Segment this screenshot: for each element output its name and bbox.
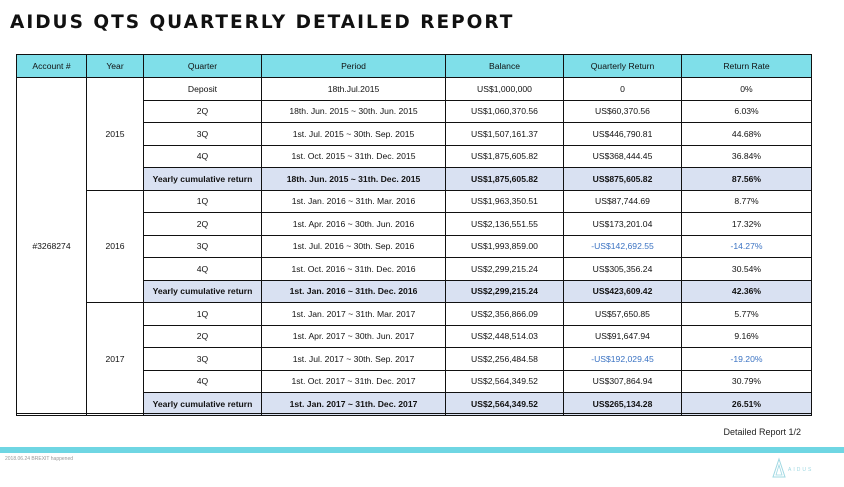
quarterly-return-cell: US$423,609.42 [564, 280, 682, 303]
period-cell: 1st. Jul. 2015 ~ 30th. Sep. 2015 [262, 123, 446, 146]
return-rate-cell: 30.79% [682, 370, 812, 393]
quarterly-return-cell: US$875,605.82 [564, 168, 682, 191]
return-rate-cell: 0% [682, 78, 812, 101]
balance-cell: US$2,564,349.52 [446, 370, 564, 393]
balance-cell: US$1,875,605.82 [446, 145, 564, 168]
period-cell: 1st. Jan. 2016 ~ 31th. Mar. 2016 [262, 190, 446, 213]
return-rate-cell: 87.56% [682, 168, 812, 191]
column-header: Return Rate [682, 55, 812, 78]
period-cell: 1st. Oct. 2017 ~ 31th. Dec. 2017 [262, 370, 446, 393]
account-number-cell: #3268274 [17, 78, 87, 416]
table-header-row [17, 55, 812, 78]
quarter-cell: Yearly cumulative return [144, 393, 262, 416]
year-cell: 2017 [87, 303, 144, 416]
column-header: Quarterly Return [564, 55, 682, 78]
quarter-cell: 4Q [144, 258, 262, 281]
logo-triangle-icon [772, 457, 786, 479]
quarter-cell: Yearly cumulative return [144, 168, 262, 191]
quarterly-return-cell: 0 [564, 78, 682, 101]
balance-cell: US$2,564,349.52 [446, 393, 564, 416]
balance-cell: US$2,356,866.09 [446, 303, 564, 326]
quarter-cell: 2Q [144, 100, 262, 123]
return-rate-cell: 26.51% [682, 393, 812, 416]
quarter-cell: Deposit [144, 78, 262, 101]
balance-cell: US$1,963,350.51 [446, 190, 564, 213]
balance-cell: US$2,448,514.03 [446, 325, 564, 348]
year-cell: 2016 [87, 190, 144, 303]
return-rate-cell: 44.68% [682, 123, 812, 146]
period-cell: 18th. Jun. 2015 ~ 30th. Jun. 2015 [262, 100, 446, 123]
return-rate-cell: 8.77% [682, 190, 812, 213]
balance-cell: US$1,000,000 [446, 78, 564, 101]
quarterly-return-cell: US$87,744.69 [564, 190, 682, 213]
balance-cell: US$1,060,370.56 [446, 100, 564, 123]
quarterly-return-cell: US$265,134.28 [564, 393, 682, 416]
return-rate-cell: 30.54% [682, 258, 812, 281]
period-cell: 1st. Jul. 2016 ~ 30th. Sep. 2016 [262, 235, 446, 258]
table-row [17, 190, 812, 213]
quarterly-return-cell: US$307,864.94 [564, 370, 682, 393]
period-cell: 1st. Jul. 2017 ~ 30th. Sep. 2017 [262, 348, 446, 371]
return-rate-cell: -14.27% [682, 235, 812, 258]
quarter-cell: 3Q [144, 235, 262, 258]
period-cell: 1st. Jan. 2016 ~ 31th. Dec. 2016 [262, 280, 446, 303]
page-indicator: Detailed Report 1/2 [723, 427, 801, 437]
return-rate-cell: 36.84% [682, 145, 812, 168]
period-cell: 18th. Jun. 2015 ~ 31th. Dec. 2015 [262, 168, 446, 191]
period-cell: 1st. Jan. 2017 ~ 31th. Dec. 2017 [262, 393, 446, 416]
return-rate-cell: 5.77% [682, 303, 812, 326]
column-header: Year [87, 55, 144, 78]
table-body [17, 78, 812, 416]
aidus-logo [772, 457, 832, 481]
column-header: Balance [446, 55, 564, 78]
quarterly-return-cell: US$446,790.81 [564, 123, 682, 146]
quarter-cell: 4Q [144, 370, 262, 393]
footer-note: 2018.06.24 BREXIT happened [5, 456, 74, 462]
quarterly-report-table [16, 54, 812, 416]
balance-cell: US$1,875,605.82 [446, 168, 564, 191]
quarter-cell: 2Q [144, 325, 262, 348]
period-cell: 1st. Jan. 2017 ~ 31th. Mar. 2017 [262, 303, 446, 326]
return-rate-cell: 42.36% [682, 280, 812, 303]
balance-cell: US$2,299,215.24 [446, 280, 564, 303]
quarterly-return-cell: US$57,650.85 [564, 303, 682, 326]
year-cell: 2015 [87, 78, 144, 191]
quarterly-return-cell: US$60,370.56 [564, 100, 682, 123]
balance-cell: US$2,299,215.24 [446, 258, 564, 281]
quarter-cell: 3Q [144, 348, 262, 371]
quarter-cell: 4Q [144, 145, 262, 168]
period-cell: 1st. Oct. 2015 ~ 31th. Dec. 2015 [262, 145, 446, 168]
logo-text: AIDUS [788, 467, 814, 473]
period-cell: 18th.Jul.2015 [262, 78, 446, 101]
quarter-cell: 1Q [144, 190, 262, 213]
period-cell: 1st. Apr. 2016 ~ 30th. Jun. 2016 [262, 213, 446, 236]
quarter-cell: Yearly cumulative return [144, 280, 262, 303]
period-cell: 1st. Oct. 2016 ~ 31th. Dec. 2016 [262, 258, 446, 281]
report-title: AIDUS QTS QUARTERLY DETAILED REPORT [10, 12, 515, 33]
return-rate-cell: -19.20% [682, 348, 812, 371]
table-row [17, 78, 812, 101]
quarterly-return-cell: -US$192,029.45 [564, 348, 682, 371]
return-rate-cell: 17.32% [682, 213, 812, 236]
quarter-cell: 2Q [144, 213, 262, 236]
quarterly-return-cell: US$368,444.45 [564, 145, 682, 168]
column-header: Quarter [144, 55, 262, 78]
quarterly-return-cell: US$173,201.04 [564, 213, 682, 236]
quarter-cell: 3Q [144, 123, 262, 146]
quarterly-return-cell: US$305,356.24 [564, 258, 682, 281]
footer-band [0, 447, 844, 453]
balance-cell: US$2,256,484.58 [446, 348, 564, 371]
column-header: Account # [17, 55, 87, 78]
quarter-cell: 1Q [144, 303, 262, 326]
return-rate-cell: 9.16% [682, 325, 812, 348]
period-cell: 1st. Apr. 2017 ~ 30th. Jun. 2017 [262, 325, 446, 348]
balance-cell: US$1,993,859.00 [446, 235, 564, 258]
quarterly-return-cell: US$91,647.94 [564, 325, 682, 348]
column-header: Period [262, 55, 446, 78]
balance-cell: US$1,507,161.37 [446, 123, 564, 146]
table-row [17, 303, 812, 326]
table-bottom-divider [16, 413, 811, 414]
balance-cell: US$2,136,551.55 [446, 213, 564, 236]
return-rate-cell: 6.03% [682, 100, 812, 123]
quarterly-return-cell: -US$142,692.55 [564, 235, 682, 258]
